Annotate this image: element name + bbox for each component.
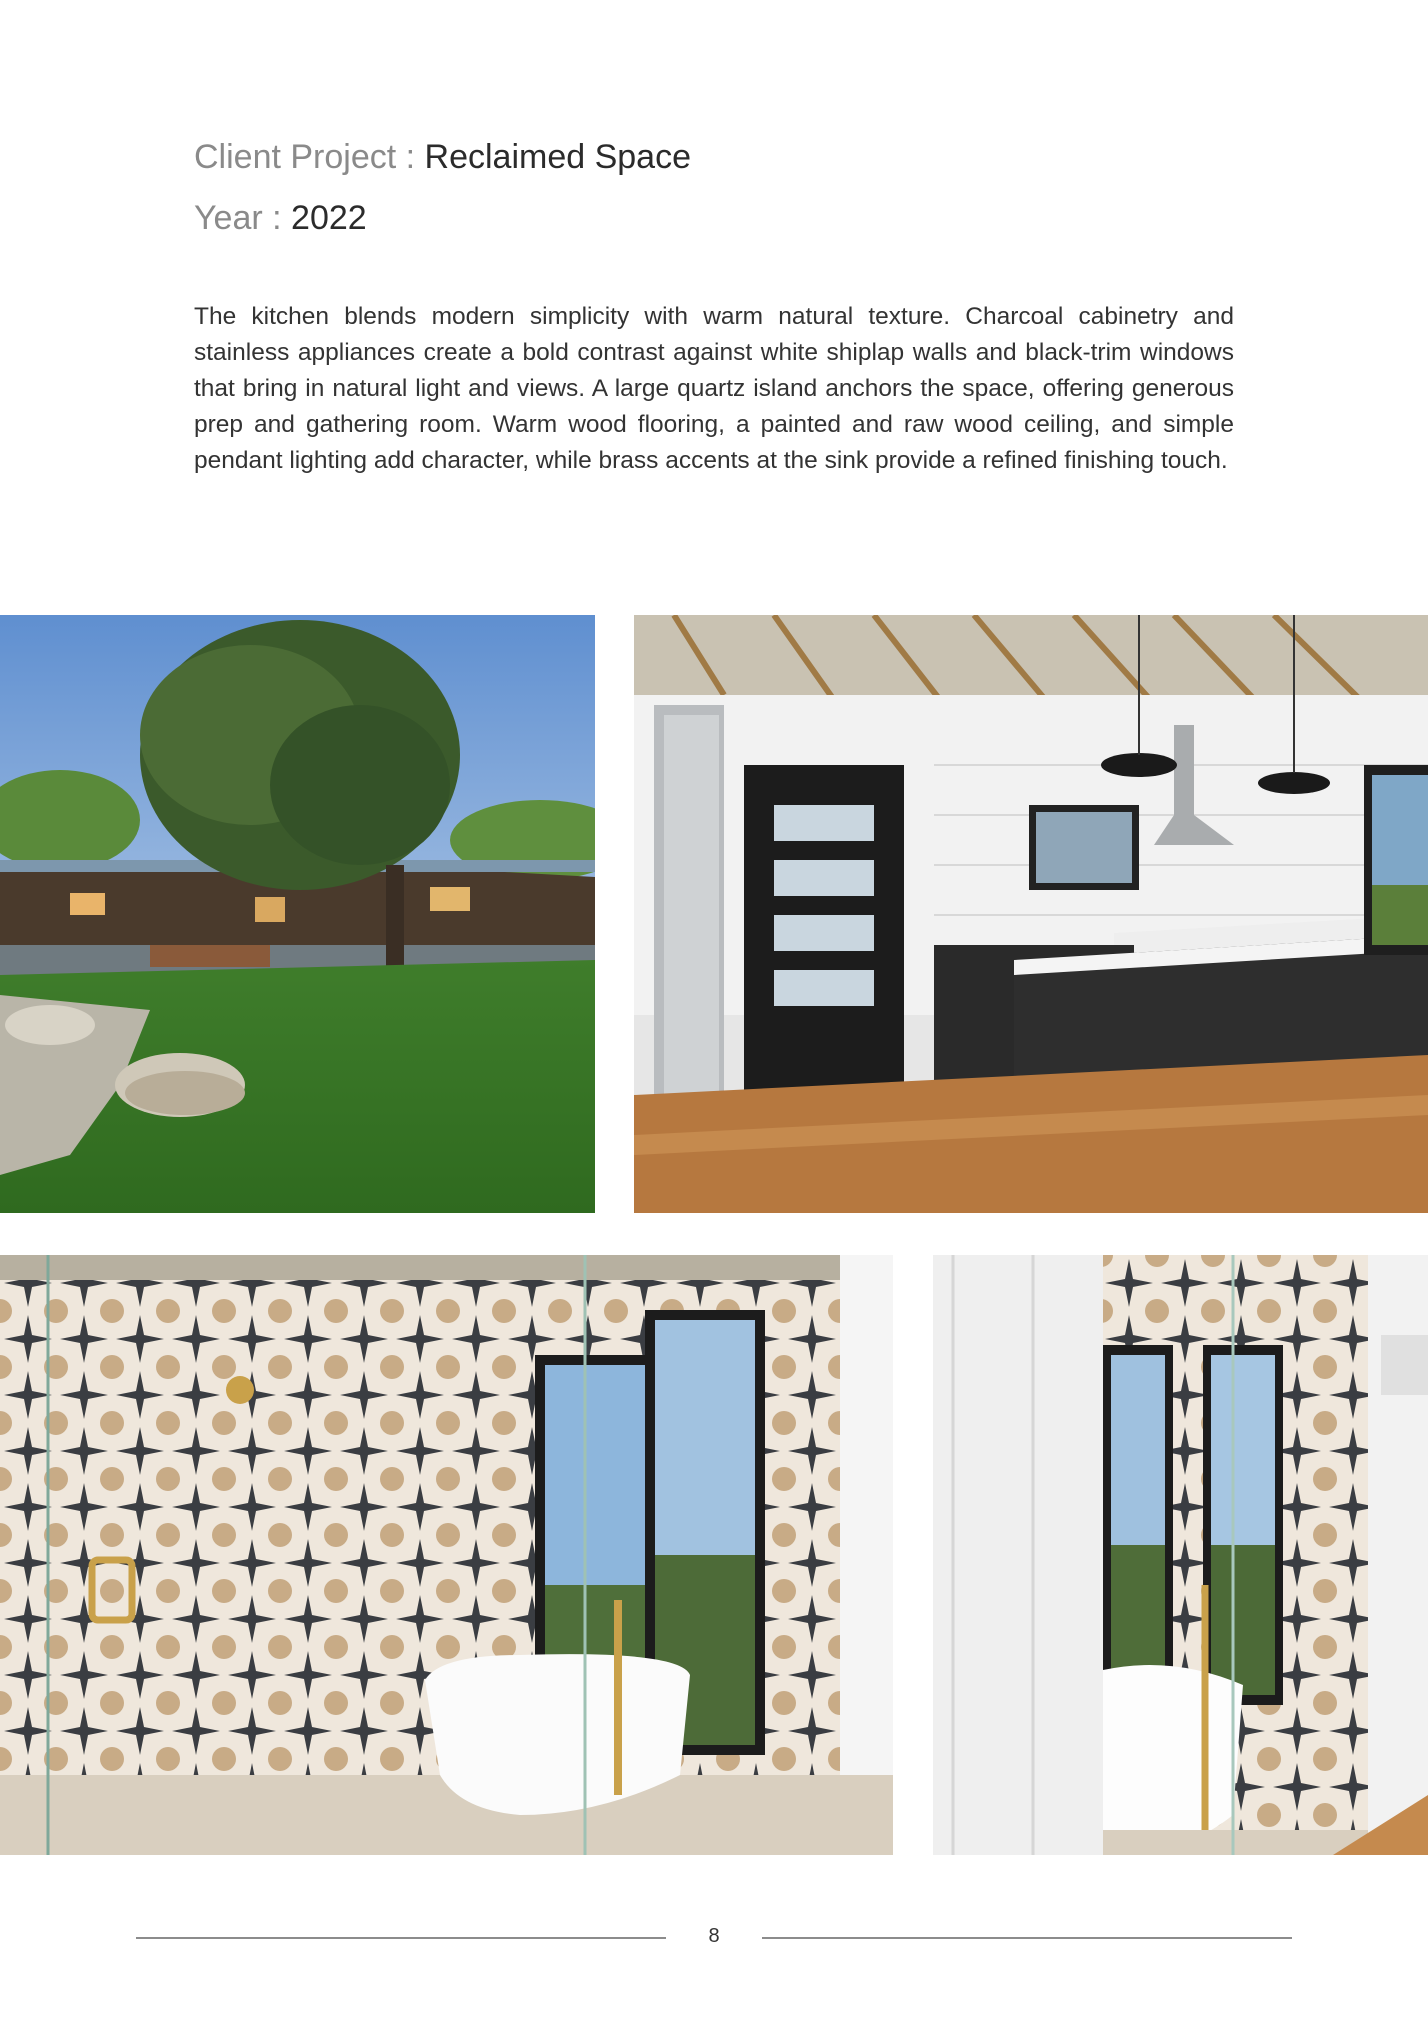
kitchen-photo: [634, 615, 1428, 1213]
project-label: Client Project :: [194, 138, 425, 176]
year-heading: [194, 198, 367, 238]
exterior-photo: [0, 615, 595, 1213]
footer-rule-right: [762, 1937, 1292, 1939]
project-name: Reclaimed Space: [424, 138, 692, 176]
bathroom-detail-photo: [933, 1255, 1428, 1855]
project-heading: [194, 137, 691, 177]
year-label: Year :: [194, 199, 292, 237]
project-description: The kitchen blends modern simplicity with warm natural texture. Charcoal cabinetry and stainless appliances create a bold contrast against white shiplap walls and black-trim windows that bring in natural light and views. A large quartz island anchors the space, offering generous prep and gathering room. Warm wood flooring, a painted and raw wood ceiling, and simple pendant lighting add character, while brass accents at the sink provide a refined finishing touch.: [194, 303, 1234, 474]
bathroom-photo: [0, 1255, 893, 1855]
page-number: 8: [708, 1925, 720, 1947]
footer-rule-left: [136, 1937, 666, 1939]
year-value: 2022: [291, 199, 367, 237]
